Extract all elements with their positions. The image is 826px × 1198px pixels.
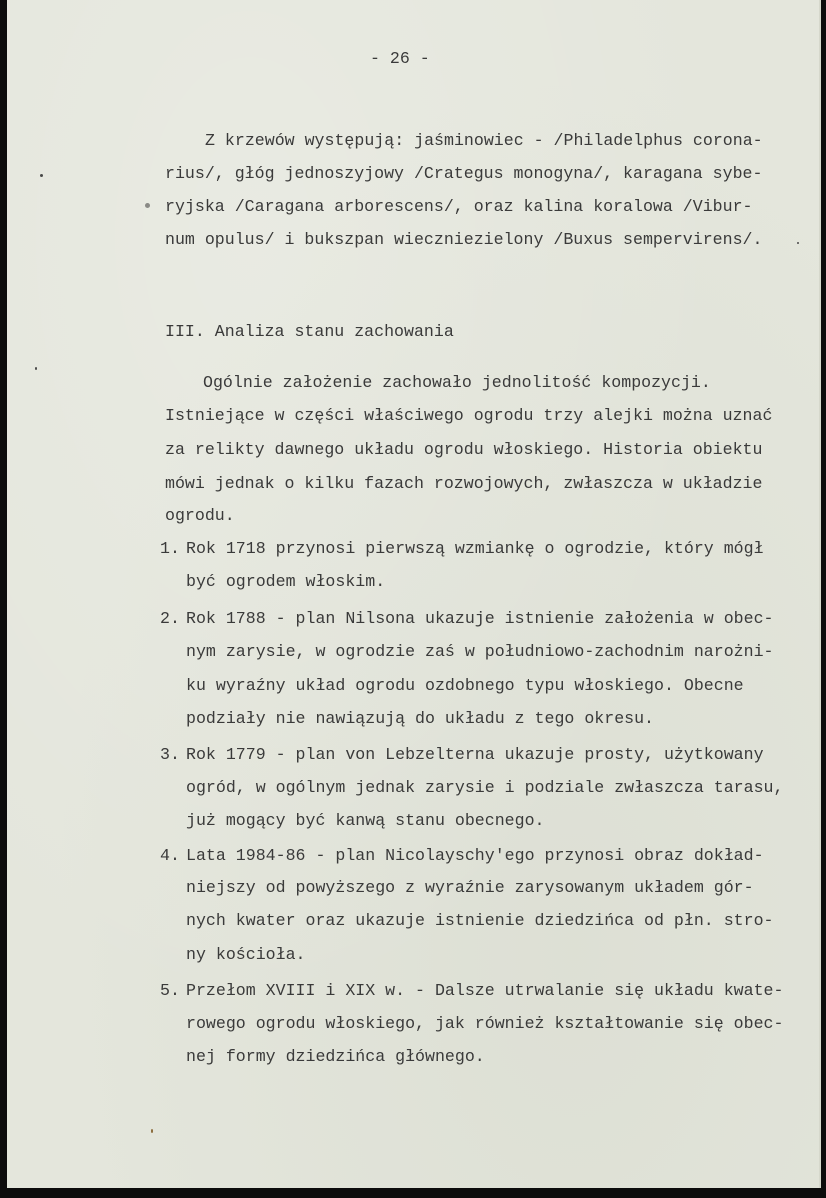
text-line: Rok 1779 - plan von Lebzelterna ukazuje prosty, użytkowany xyxy=(186,745,764,764)
text-line: ny kościoła. xyxy=(186,945,306,964)
scan-speck xyxy=(797,242,799,244)
text-line: rowego ogrodu włoskiego, jak również kształtowanie się obec- xyxy=(186,1014,784,1033)
scan-speck xyxy=(35,367,37,370)
text-line: Istniejące w części właściwego ogrodu trzy alejki można uznać xyxy=(165,406,773,425)
scan-speck xyxy=(151,1129,153,1133)
document-page xyxy=(7,0,821,1188)
text-line: ku wyraźny układ ogrodu ozdobnego typu włoskiego. Obecne xyxy=(186,676,744,695)
list-number: 1. xyxy=(160,539,180,558)
list-number: 3. xyxy=(160,745,180,764)
section-heading: III. Analiza stanu zachowania xyxy=(165,322,454,341)
text-line: ogrodu. xyxy=(165,506,235,525)
text-line: Lata 1984-86 - plan Nicolayschy'ego przynosi obraz dokład- xyxy=(186,846,764,865)
scan-speck xyxy=(40,174,43,177)
text-line: być ogrodem włoskim. xyxy=(186,572,386,591)
text-line: za relikty dawnego układu ogrodu włoskiego. Historia obiektu xyxy=(165,440,763,459)
text-line: już mogący być kanwą stanu obecnego. xyxy=(186,811,545,830)
text-line: podziały nie nawiązują do układu z tego okresu. xyxy=(186,709,655,728)
list-number: 2. xyxy=(160,609,180,628)
text-line: Rok 1718 przynosi pierwszą wzmiankę o ogrodzie, który mógł xyxy=(186,539,764,558)
text-line: Rok 1788 - plan Nilsona ukazuje istnienie założenia w obec- xyxy=(186,609,774,628)
text-line: Ogólnie założenie zachowało jednolitość kompozycji. xyxy=(203,373,711,392)
punch-mark xyxy=(145,203,150,208)
text-line: nych kwater oraz ukazuje istnienie dziedzińca od płn. stro- xyxy=(186,911,774,930)
text-line: mówi jednak o kilku fazach rozwojowych, zwłaszcza w układzie xyxy=(165,474,763,493)
text-line: nym zarysie, w ogrodzie zaś w południowo-zachodnim narożni- xyxy=(186,642,774,661)
page-number: - 26 - xyxy=(370,49,430,68)
text-line: Z krzewów występują: jaśminowiec - /Philadelphus corona- xyxy=(205,131,763,150)
list-number: 4. xyxy=(160,846,180,865)
text-line: num opulus/ i bukszpan wieczniezielony /Buxus sempervirens/. xyxy=(165,230,763,249)
text-line: nej formy dziedzińca głównego. xyxy=(186,1047,485,1066)
text-line: ryjska /Caragana arborescens/, oraz kalina koralowa /Vibur- xyxy=(165,197,753,216)
text-line: rius/, głóg jednoszyjowy /Crategus monogyna/, karagana sybe- xyxy=(165,164,763,183)
text-line: ogród, w ogólnym jednak zarysie i podziale zwłaszcza tarasu, xyxy=(186,778,784,797)
text-line: niejszy od powyższego z wyraźnie zarysowanym układem gór- xyxy=(186,878,754,897)
list-number: 5. xyxy=(160,981,180,1000)
text-line: Przełom XVIII i XIX w. - Dalsze utrwalanie się układu kwate- xyxy=(186,981,784,1000)
